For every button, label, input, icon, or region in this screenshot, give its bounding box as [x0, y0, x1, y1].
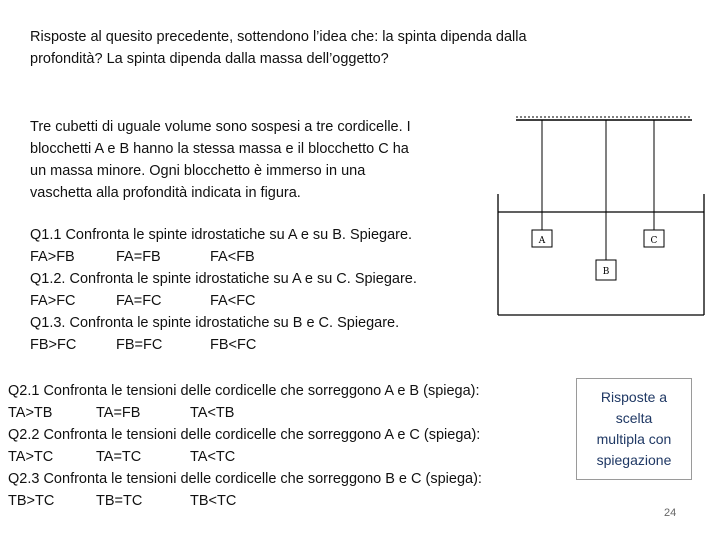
question-q1-1: Q1.1 Confronta le spinte idrostatiche su A e su B. Spiegare.: [30, 227, 413, 243]
option: TA<TC: [190, 449, 236, 465]
problem-description: [30, 116, 411, 204]
option: FA=FC: [116, 293, 162, 309]
option: FA<FC: [210, 293, 256, 309]
option: TA=FB: [96, 405, 141, 421]
question-q2-2: Q2.2 Confronta le tensioni delle cordicelle che sorreggono A e C (spiega):: [8, 427, 481, 443]
note-line: multipla con: [596, 431, 672, 447]
label-b: B: [602, 267, 610, 277]
tank-figure: [492, 108, 712, 330]
option: FA=FB: [116, 249, 161, 265]
note-line: scelta: [615, 410, 653, 426]
option: FA>FB: [30, 249, 75, 265]
option: TA>TB: [8, 405, 53, 421]
option: TB<TC: [190, 493, 237, 509]
description-line: vaschetta alla profondità indicata in figura.: [30, 185, 301, 201]
option: TB=TC: [96, 493, 143, 509]
note-line: spiegazione: [596, 452, 672, 468]
page-number: 24: [664, 507, 677, 519]
description-line: blocchetti A e B hanno la stessa massa e il blocchetto C ha: [30, 141, 409, 157]
options-q1-1: [30, 246, 417, 268]
options-q2-2: [8, 446, 482, 468]
intro-line: profondità? La spinta dipenda dalla massa dell’oggetto?: [30, 51, 389, 67]
description-line: un massa minore. Ogni blocchetto è immerso in una: [30, 163, 366, 179]
options-q2-1: [8, 402, 482, 424]
question-q1-2: Q1.2. Confronta le spinte idrostatiche su A e su C. Spiegare.: [30, 271, 417, 287]
ceiling-support: [516, 117, 692, 120]
option: FA>FC: [30, 293, 76, 309]
option: TA>TC: [8, 449, 54, 465]
question-q1-3: Q1.3. Confronta le spinte idrostatiche su B e C. Spiegare.: [30, 315, 400, 331]
multiple-choice-note: [576, 378, 692, 480]
label-c: C: [650, 236, 658, 246]
options-q1-3: [30, 334, 417, 356]
option: FA<FB: [210, 249, 255, 265]
intro-text: [30, 26, 527, 70]
description-line: Tre cubetti di uguale volume sono sospesi a tre cordicelle. I: [30, 119, 411, 135]
intro-line: Risposte al quesito precedente, sottendono l’idea che: la spinta dipenda dalla: [30, 29, 527, 45]
option: FB=FC: [116, 337, 163, 353]
option: TB>TC: [8, 493, 55, 509]
options-q2-3: [8, 490, 482, 512]
question-group-1: [30, 224, 417, 356]
option: TA<TB: [190, 405, 235, 421]
question-q2-3: Q2.3 Confronta le tensioni delle cordicelle che sorreggono B e C (spiega):: [8, 471, 482, 487]
option: FB>FC: [30, 337, 77, 353]
note-line: Risposte a: [600, 389, 668, 405]
option: TA=TC: [96, 449, 142, 465]
label-a: A: [538, 236, 546, 246]
question-group-2: [8, 380, 482, 512]
option: FB<FC: [210, 337, 257, 353]
question-q2-1: Q2.1 Confronta le tensioni delle cordicelle che sorreggono A e B (spiega):: [8, 383, 480, 399]
options-q1-2: [30, 290, 417, 312]
